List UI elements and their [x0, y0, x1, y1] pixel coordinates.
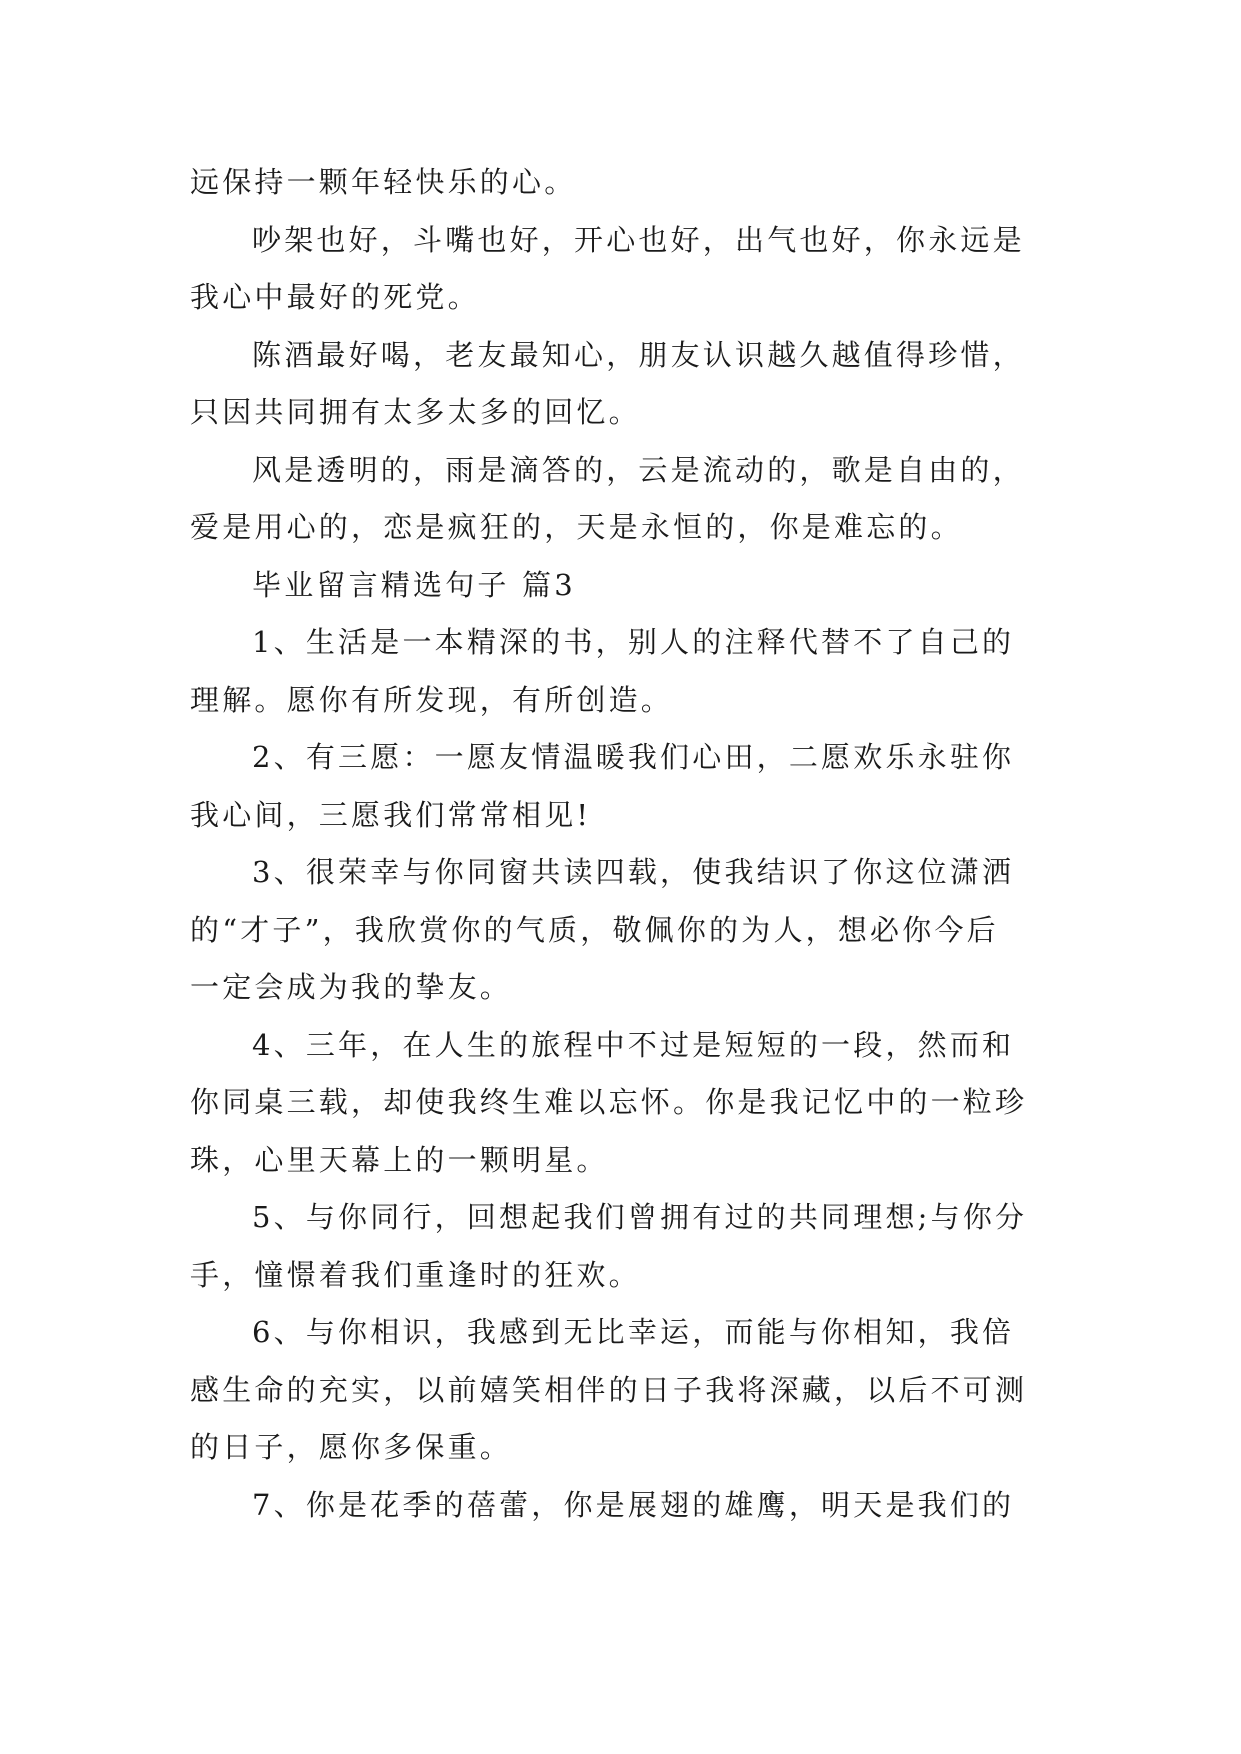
text-line: 手，憧憬着我们重逢时的狂欢。: [190, 1257, 641, 1292]
document-body: [190, 154, 1060, 1534]
text-line: 远保持一颗年轻快乐的心。: [190, 165, 577, 199]
text-line: 的日子，愿你多保重。: [190, 1430, 513, 1464]
text-line: 1、生活是一本精深的书，别人的注释代替不了自己的: [252, 625, 1015, 659]
text-line: 爱是用心的，恋是疯狂的，天是永恒的，你是难忘的。: [190, 510, 963, 544]
text-line: 只因共同拥有太多太多的回忆。: [190, 395, 641, 429]
text-line: 我心间，三愿我们常常相见!: [190, 797, 592, 832]
text-line: 3、很荣幸与你同窗共读四载，使我结识了你这位潇洒: [252, 855, 1015, 889]
text-line: 吵架也好，斗嘴也好，开心也好，出气也好，你永远是: [252, 222, 1025, 257]
section-heading: 毕业留言精选句子 篇3: [252, 567, 576, 602]
text-line: 理解。愿你有所发现，有所创造。: [190, 682, 674, 717]
text-line: 珠，心里天幕上的一颗明星。: [190, 1142, 609, 1177]
text-line: 我心中最好的死党。: [190, 280, 480, 314]
text-line: 一定会成为我的挚友。: [190, 970, 513, 1004]
text-line: 6、与你相识，我感到无比幸运，而能与你相知，我倍: [252, 1315, 1015, 1349]
text-line: 感生命的充实，以前嬉笑相伴的日子我将深藏，以后不可测: [190, 1372, 1028, 1407]
text-line: 5、与你同行，回想起我们曾拥有过的共同理想;与你分: [252, 1200, 1028, 1234]
text-line: 风是透明的，雨是滴答的，云是流动的，歌是自由的，: [252, 452, 1025, 487]
text-line: 7、你是花季的蓓蕾，你是展翅的雄鹰，明天是我们的: [252, 1487, 1015, 1522]
text-line: 2、有三愿：一愿友情温暖我们心田，二愿欢乐永驻你: [252, 740, 1015, 774]
text-line: 你同桌三载，却使我终生难以忘怀。你是我记忆中的一粒珍: [190, 1085, 1028, 1119]
text-line: 陈酒最好喝，老友最知心，朋友认识越久越值得珍惜，: [252, 337, 1025, 372]
text-line: 4、三年，在人生的旅程中不过是短短的一段，然而和: [252, 1027, 1015, 1062]
text-line: 的“才子”，我欣赏你的气质，敬佩你的为人，想必你今后: [190, 912, 999, 947]
